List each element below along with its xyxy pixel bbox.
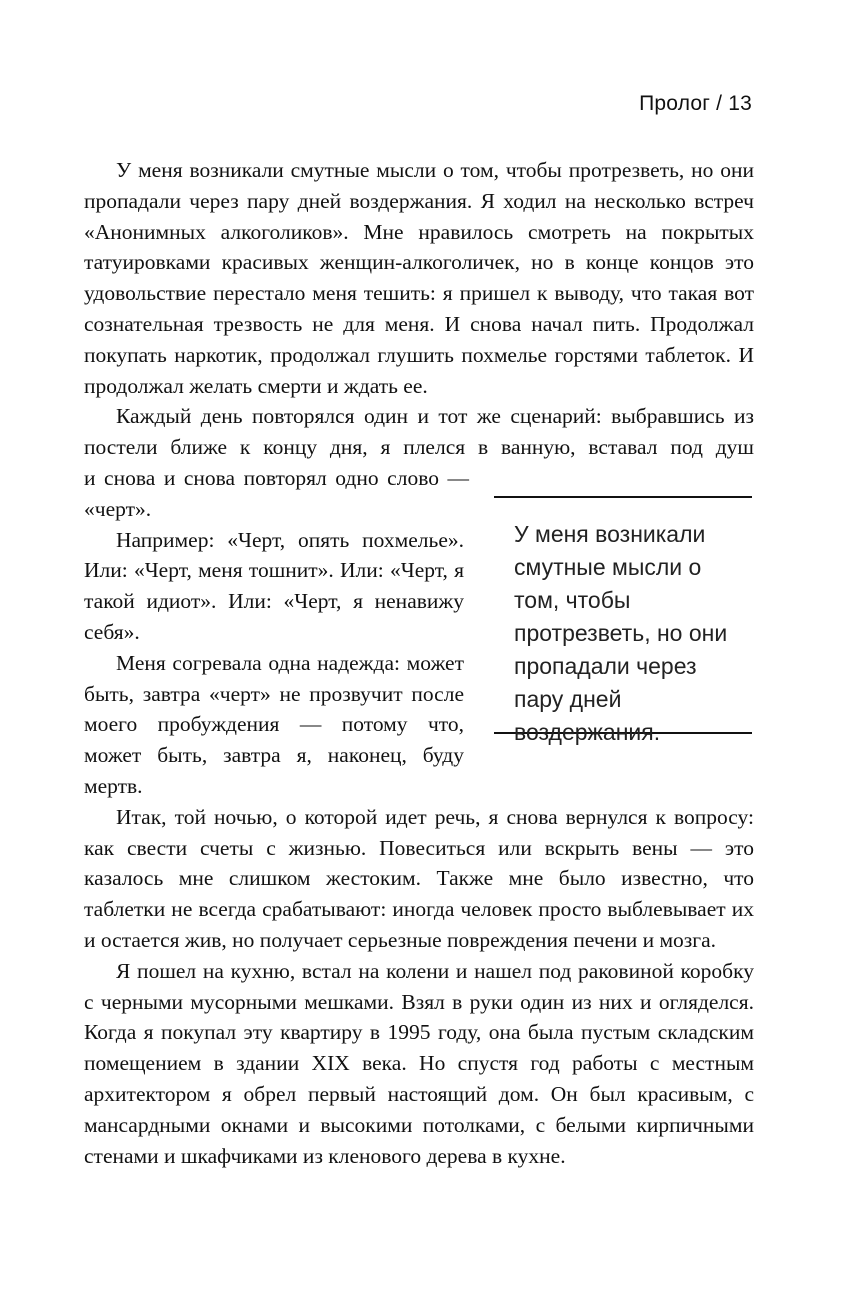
pull-quote: У меня возникали смутные мысли о том, чтобы протрезветь, но они пропадали через пару дней воздержания.: [494, 496, 752, 734]
paragraph-3: Например: «Черт, опять похмелье». Или: «Черт, меня тошнит». Или: «Черт, я такой идиот». Или: «Черт, я ненавижу себя».: [84, 527, 464, 644]
running-header: Пролог / 13: [639, 92, 752, 115]
paragraph-2-full: Каждый день повторялся один и тот же сценарий: выбравшись из постели ближе к концу дня, я плелся в ванную, вставал под душ: [84, 404, 754, 460]
paragraph-6: Я пошел на кухню, встал на колени и нашел под раковиной коробку с черными мусорными мешками. Взял в руки один из них и огляделся. Когда я покупал эту квартиру в 1995 году, она была пустым складским помещением в здании XIX века. Но спустя год работы с местным архитектором я обрел первый настоящий дом. Он был красивым, с мансардными окнами и высокими потолками, с белыми кирпичными стенами и шкафчиками из кленового дерева в кухне.: [84, 958, 754, 1168]
paragraph-2-narrow: и снова и снова повторял одно слово — «черт».: [84, 465, 469, 521]
paragraph-1: У меня возникали смутные мысли о том, чтобы протрезветь, но они пропадали через пару дней воздержания. Я ходил на несколько встреч «Анонимных алкоголиков». Мне нравилось смотреть на покрытых татуировками красивых женщин-алкоголичек, но в конце концов это удовольствие перестало меня тешить: я пришел к выводу, что такая вот сознательная трезвость не для меня. И снова начал пить. Продолжал покупать наркотик, продолжал глушить похмелье горстями таблеток. И продолжал желать смерти и ждать ее.: [84, 158, 754, 398]
paragraph-4: Меня согревала одна надежда: может быть, завтра «черт» не прозвучит после моего пробуждения — потому что, может быть, завтра я, наконец, буду мертв.: [84, 650, 464, 798]
paragraph-5: Итак, той ночью, о которой идет речь, я снова вернулся к вопросу: как свести счеты с жизнью. Повеситься или вскрыть вены — это казалось мне слишком жестоким. Также мне было известно, что таблетки не всегда срабатывают: иногда человек просто выблевывает их и остается жив, но получает серьезные повреждения печени и мозга.: [84, 804, 754, 952]
